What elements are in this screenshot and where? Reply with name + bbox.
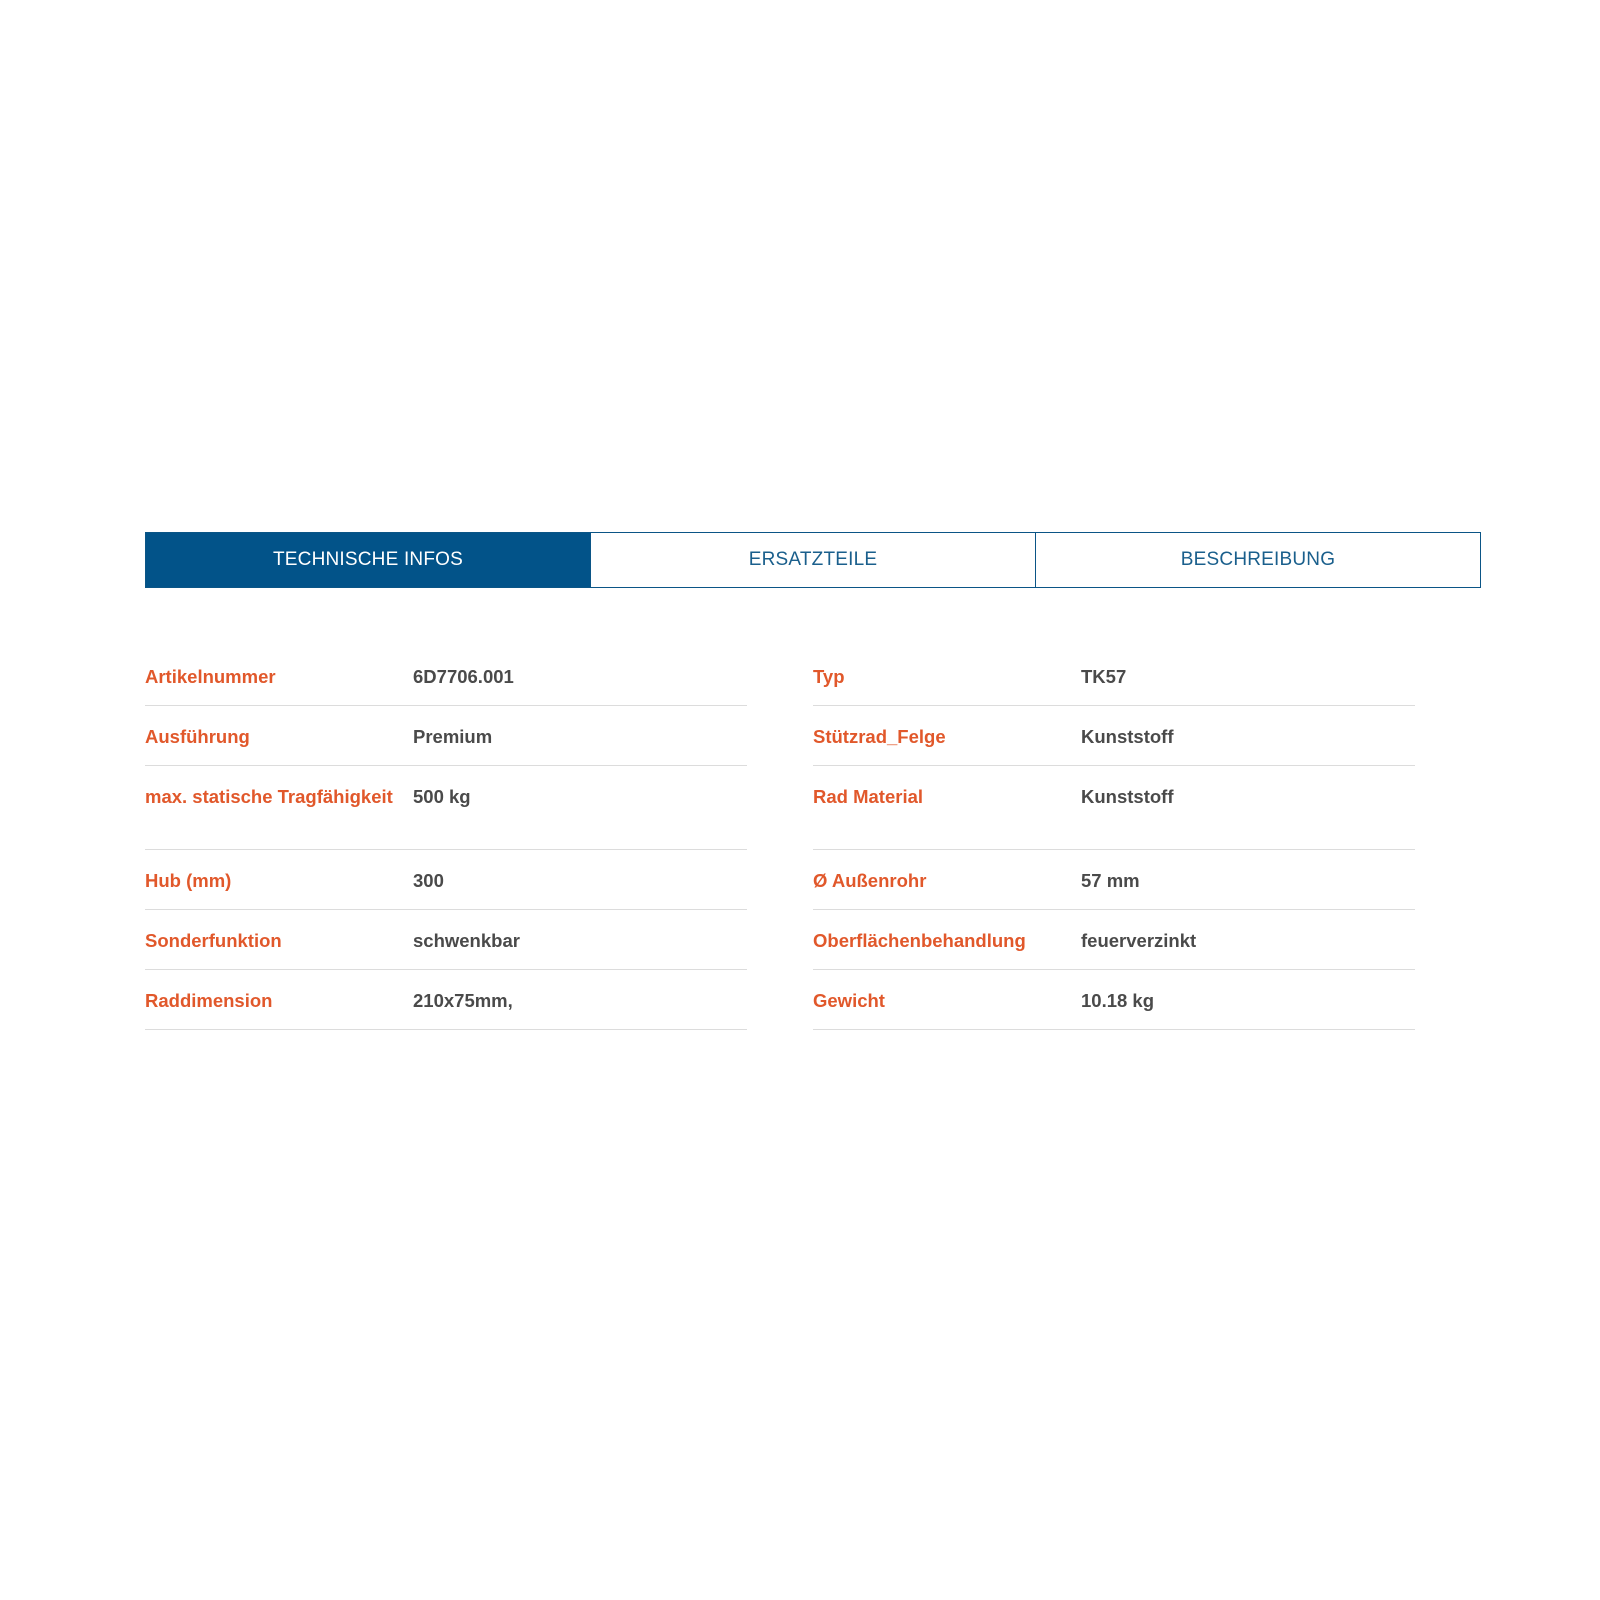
spec-row-aussenrohr bbox=[813, 850, 1415, 910]
tab-ersatzteile[interactable]: ERSATZTEILE bbox=[591, 532, 1036, 588]
spec-label: max. statische Tragfähigkeit bbox=[145, 786, 393, 807]
spec-row-rad-material bbox=[813, 766, 1415, 850]
spec-value: Kunststoff bbox=[1081, 726, 1174, 747]
spec-row-tragfaehigkeit bbox=[145, 766, 747, 850]
spec-row-typ bbox=[813, 646, 1415, 706]
tab-bar bbox=[145, 532, 1481, 588]
spec-label: Ausführung bbox=[145, 726, 250, 747]
spec-value: 210x75mm, bbox=[413, 990, 513, 1011]
spec-label: Ø Außenrohr bbox=[813, 870, 927, 891]
spec-value: feuerverzinkt bbox=[1081, 930, 1197, 951]
spec-value: 57 mm bbox=[1081, 870, 1140, 891]
spec-label: Artikelnummer bbox=[145, 666, 276, 687]
spec-label: Oberflächenbehandlung bbox=[813, 930, 1026, 951]
spec-value: 10.18 kg bbox=[1081, 990, 1155, 1011]
spec-value: TK57 bbox=[1081, 666, 1127, 687]
specs-table-left bbox=[145, 646, 747, 1030]
spec-row-gewicht bbox=[813, 970, 1415, 1030]
spec-row-ausfuehrung bbox=[145, 706, 747, 766]
spec-label: Gewicht bbox=[813, 990, 885, 1011]
spec-value: Premium bbox=[413, 726, 493, 747]
spec-row-hub bbox=[145, 850, 747, 910]
tab-beschreibung[interactable]: BESCHREIBUNG bbox=[1036, 532, 1481, 588]
spec-label: Rad Material bbox=[813, 786, 924, 807]
spec-label: Raddimension bbox=[145, 990, 273, 1011]
spec-row-oberflaechenbehandlung bbox=[813, 910, 1415, 970]
spec-label: Sonderfunktion bbox=[145, 930, 282, 951]
spec-value: 500 kg bbox=[413, 786, 471, 807]
spec-value: 6D7706.001 bbox=[413, 666, 514, 687]
spec-label: Hub (mm) bbox=[145, 870, 232, 891]
specs-table-right bbox=[813, 646, 1415, 1030]
spec-label: Typ bbox=[813, 666, 845, 687]
spec-label: Stützrad_Felge bbox=[813, 726, 946, 747]
spec-row-artikelnummer bbox=[145, 646, 747, 706]
spec-value: schwenkbar bbox=[413, 930, 520, 951]
spec-value: Kunststoff bbox=[1081, 786, 1174, 807]
spec-row-sonderfunktion bbox=[145, 910, 747, 970]
spec-row-raddimension bbox=[145, 970, 747, 1030]
spec-value: 300 bbox=[413, 870, 444, 891]
spec-row-stuetzrad-felge bbox=[813, 706, 1415, 766]
tab-technische-infos[interactable]: TECHNISCHE INFOS bbox=[145, 532, 591, 588]
